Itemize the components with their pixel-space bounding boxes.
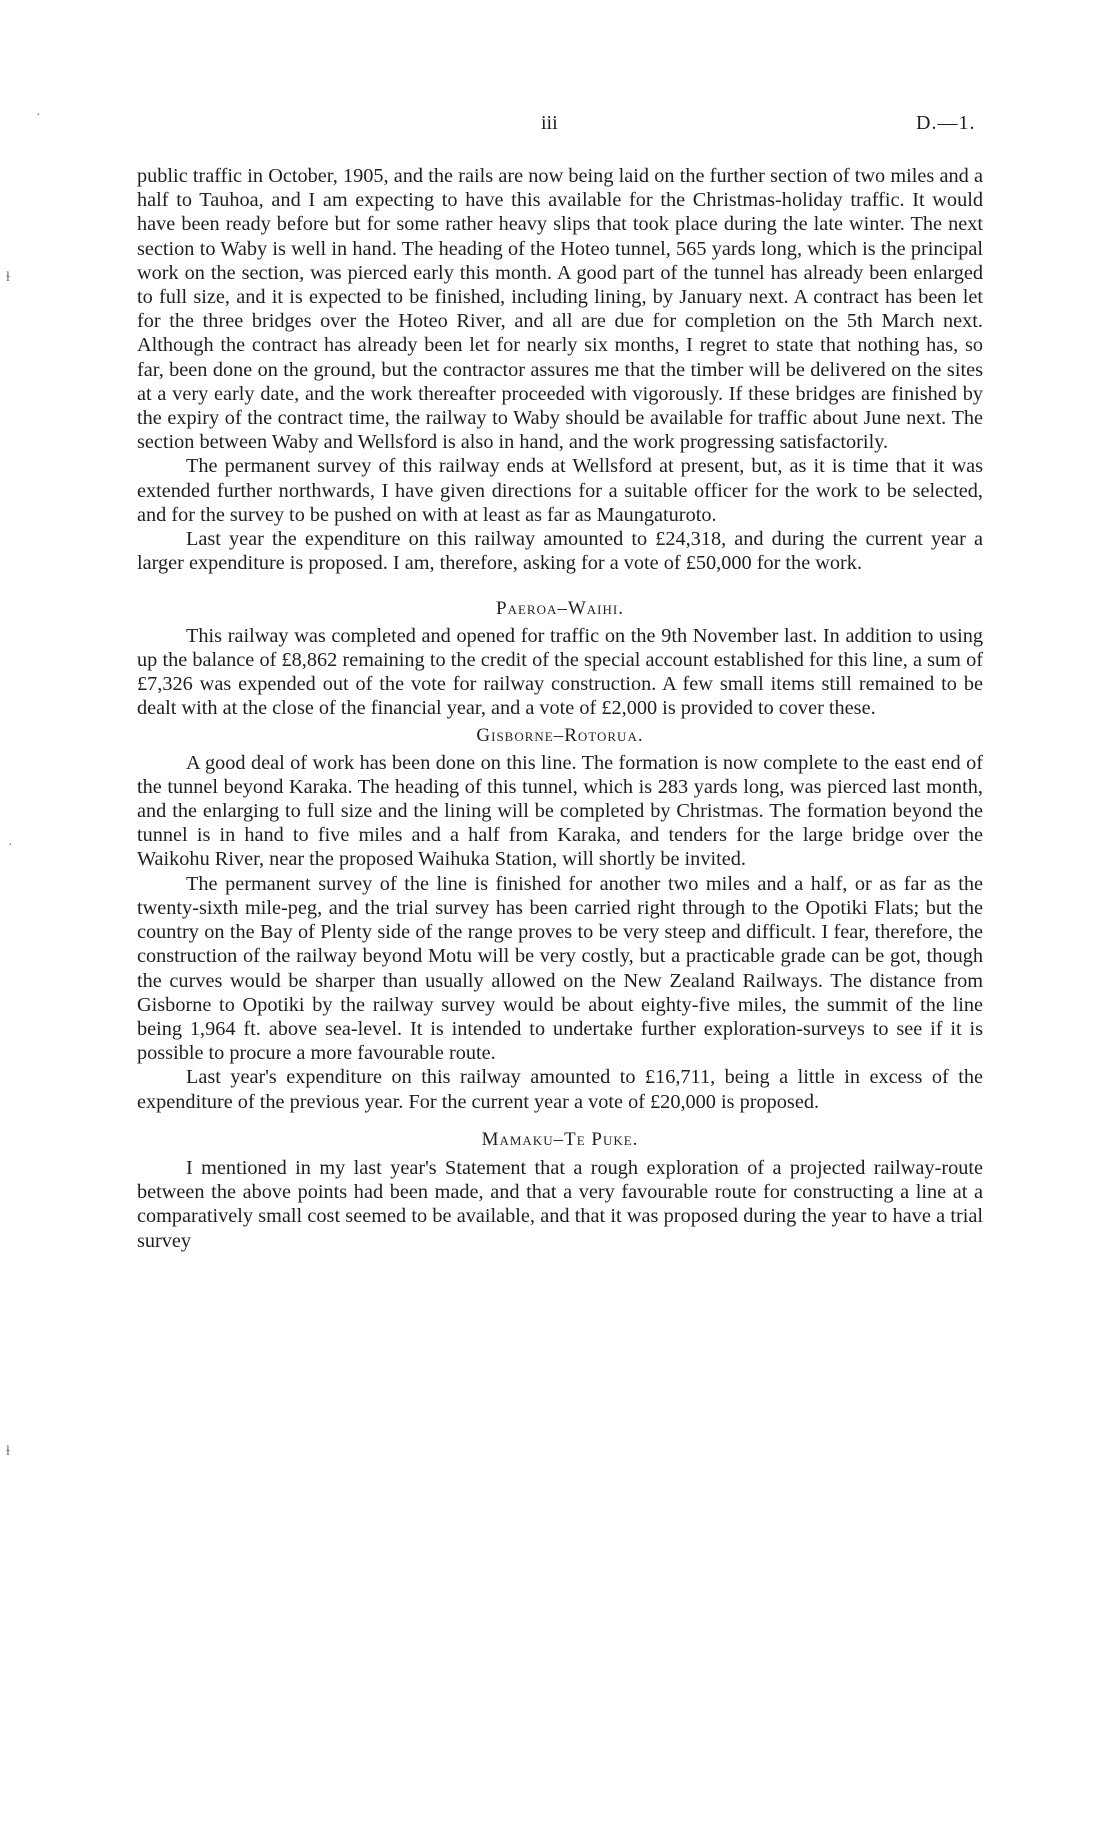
margin-mark: ·: [36, 108, 41, 123]
margin-mark: ɫ: [6, 270, 10, 285]
section-heading: Mamaku–Te Puke.: [481, 1128, 639, 1150]
paragraph: public traffic in October, 1905, and the rails are now being laid on the further section of two miles and a half to Tauhoa, and I am expecting to have this available for the Christmas-holiday traffic. It would have been ready before but for some rather heavy slips that took place during the late winter. The next section to Waby is well in hand. The heading of the Hoteo tunnel, 565 yards long, which is the principal work on the section, was pierced early this month. A good part of the tunnel has already been enlarged to full size, and it is expected to be finished, including lining, by January next. A contract has been let for the three bridges over the Hoteo River, and all are due for completion on the 5th March next. Although the contract has already been let for nearly six months, I regret to state that nothing has, so far, been done on the ground, but the contractor assures me that the timber will be delivered on the sites at a very early date, and the work thereafter proceeded with vigorously. If these bridges are finished by the expiry of the contract time, the railway to Waby should be available for traffic about June next. The section between Waby and Wellsford is also in hand, and the work progressing satisfactorily.: [137, 165, 983, 454]
paragraph: Last year the expenditure on this railway amounted to £24,318, and during the current year a larger expenditure is proposed. I am, therefore, asking for a vote of £50,000 for the work.: [137, 528, 983, 575]
paragraph: Last year's expenditure on this railway amounted to £16,711, being a little in excess of the expenditure of the previous year. For the current year a vote of £20,000 is proposed.: [137, 1066, 983, 1113]
paragraph: The permanent survey of this railway ends at Wellsford at present, but, as it is time that it was extended further northwards, I have given directions for a suitable officer for the work to be selected, and for the survey to be pushed on with at least as far as Maungaturoto.: [137, 455, 983, 526]
paragraph: The permanent survey of the line is finished for another two miles and a half, or as far as the twenty-sixth mile-peg, and the trial survey has been carried right through to the Opotiki Flats; but the country on the Bay of Plenty side of the range proves to be very steep and difficult. I fear, therefore, the construction of the railway beyond Motu will be very costly, but a practicable grade can be got, though the curves would be sharper than usually allowed on the New Zealand Railways. The distance from Gisborne to Opotiki by the railway survey would be about eighty-five miles, the summit of the line being 1,964 ft. above sea-level. It is intended to undertake further exploration-surveys to see if it is possible to procure a more favourable route.: [137, 872, 983, 1065]
section-heading: Paeroa–Waihi.: [496, 598, 624, 620]
paragraph: This railway was completed and opened for traffic on the 9th November last. In addition to using up the balance of £8,862 remaining to the credit of the special account established for this line, a sum of £7,326 was expended out of the vote for railway construction. A few small items still remained to be dealt with at the close of the financial year, and a vote of £2,000 is provided to cover these.: [137, 624, 983, 720]
margin-mark: ·: [8, 838, 13, 853]
page-number: iii: [541, 112, 558, 134]
section-heading: Gisborne–Rotorua.: [476, 725, 644, 747]
body-text: [137, 164, 983, 1253]
document-reference: D.—1.: [916, 112, 976, 134]
margin-mark: ɫ: [6, 1444, 10, 1459]
paragraph: A good deal of work has been done on this line. The formation is now complete to the east end of the tunnel beyond Karaka. The heading of this tunnel, which is 283 yards long, was pierced last month, and the enlarging to full size and the lining will be completed by Christmas. The formation beyond the tunnel is in hand to five miles and a half from Karaka, and tenders for the large bridge over the Waikohu River, near the proposed Waihuka Station, will shortly be invited.: [137, 751, 983, 871]
paragraph: I mentioned in my last year's Statement that a rough exploration of a projected railway-route between the above points had been made, and that a very favourable route for constructing a line at a comparatively small cost seemed to be available, and that it was proposed during the year to have a trial survey: [137, 1156, 983, 1252]
